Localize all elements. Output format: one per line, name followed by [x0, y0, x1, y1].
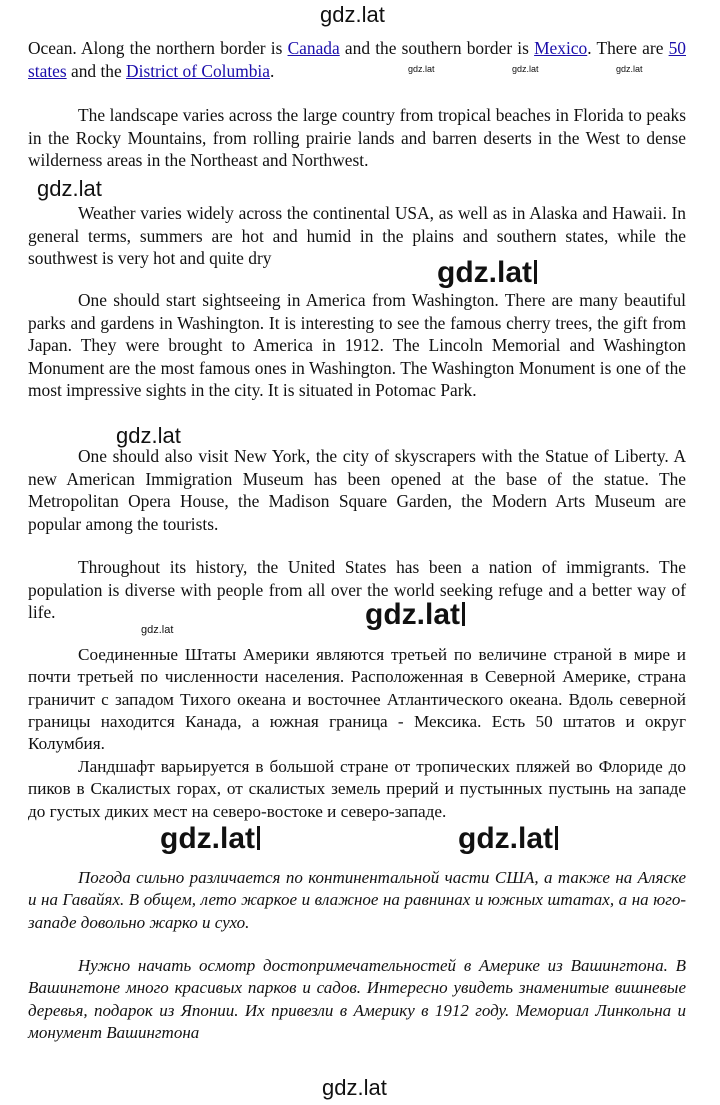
text: The landscape varies across the large country from tropical beaches in Florida to peaks in the Rocky Mountains, from rolling prairie lands and barren deserts in the West to dense wilderness areas in the Northeast and Northwest.	[28, 105, 686, 170]
paragraph-washington	[28, 289, 686, 402]
watermark-center-2: gdz.lat	[365, 598, 465, 632]
watermark-left-1: gdz.lat	[37, 176, 102, 201]
watermark-top-small-3: gdz.lat	[616, 64, 643, 74]
watermark-bottom-right: gdz.lat	[458, 822, 558, 856]
text: .	[270, 60, 275, 81]
text: Нужно начать осмотр достопримечательностей в Америке из Вашингтона. В Вашингтоне много красивых парков и садов. Интересно увидеть знаменитые вишневые деревья, подарок из Японии. Их привезли в Америку в 1912 году. Мемориал Линкольна и монумент Вашингтона	[28, 956, 686, 1042]
link-50-states[interactable]: 50 states	[28, 38, 686, 81]
paragraph-ru-weather	[28, 867, 686, 934]
paragraph-ru-usa	[28, 644, 686, 755]
watermark-top-small-1: gdz.lat	[408, 64, 435, 74]
text: One should start sightseeing in America from Washington. There are many beautiful parks and gardens in Washington. It is interesting to see the famous cherry trees, the gift from Japan. They were brought to America in 1912. The Lincoln Memorial and Washington Monument are the most famous ones in Washington. The Washington Monument is one of the most impressive sights in the city. It is situated in Potomac Park.	[28, 290, 686, 400]
text: Weather varies widely across the continental USA, as well as in Alaska and Hawaii. In general terms, summers are hot and humid in the plains and southern states, while the southwest is very hot and quite dry	[28, 203, 686, 268]
text: and the southern border is	[339, 38, 535, 58]
text: and the	[66, 60, 127, 81]
watermark-top-small-2: gdz.lat	[512, 64, 539, 74]
text: Погода сильно различается по континентальной части США, а также на Аляске и на Гавайях. В общем, лето жаркое и влажное на равнинах и южных штатах, а на юго-западе довольно жарко и сухо.	[28, 868, 686, 932]
paragraph-immigrants	[28, 556, 686, 624]
paragraph-borders	[28, 37, 686, 82]
text: Ландшафт варьируется в большой стране от тропических пляжей во Флориде до пиков в Скалистых горах, от скалистых земель прерий и пустынных пустынь на западе до густых диких мест на северо-востоке и северо-западе.	[28, 757, 686, 821]
text: Throughout its history, the United States has been a nation of immigrants. The population is diverse with people from all over the world seeking refuge and a better way of life.	[28, 557, 686, 622]
paragraph-weather	[28, 202, 686, 270]
link-mexico[interactable]: Mexico	[534, 38, 588, 58]
paragraph-ru-washington	[28, 955, 686, 1044]
paragraph-landscape	[28, 104, 686, 172]
watermark-bottom-left: gdz.lat	[160, 822, 260, 856]
watermark-footer: gdz.lat	[322, 1075, 387, 1100]
link-district-of-columbia[interactable]: District of Columbia	[126, 60, 270, 81]
watermark-left-2: gdz.lat	[116, 423, 181, 448]
text: Соединенные Штаты Америки являются третьей по величине страной в мире и почти третьей по численности населения. Расположенная в Северной Америке, страна граничит с западом Тихого океана и восточнее Атлантического океана. Вдоль северной границы находится Канада, а южная граница - Мексика. Есть 50 штатов и округ Колумбия.	[28, 645, 686, 754]
watermark-center-1: gdz.lat	[437, 256, 537, 290]
text: Ocean. Along the northern border is	[28, 38, 288, 58]
link-canada[interactable]: Canada	[287, 38, 340, 58]
paragraph-new-york	[28, 445, 686, 535]
watermark-small-2: gdz.lat	[141, 624, 174, 636]
paragraph-ru-landscape	[28, 756, 686, 823]
text: . There are	[587, 38, 669, 58]
text: One should also visit New York, the city of skyscrapers with the Statue of Liberty. A new American Immigration Museum has been opened at the base of the statue. The Metropolitan Opera House, the Madison Square Garden, the Modern Arts Museum are popular among the tourists.	[28, 446, 686, 534]
watermark-top: gdz.lat	[320, 2, 385, 27]
